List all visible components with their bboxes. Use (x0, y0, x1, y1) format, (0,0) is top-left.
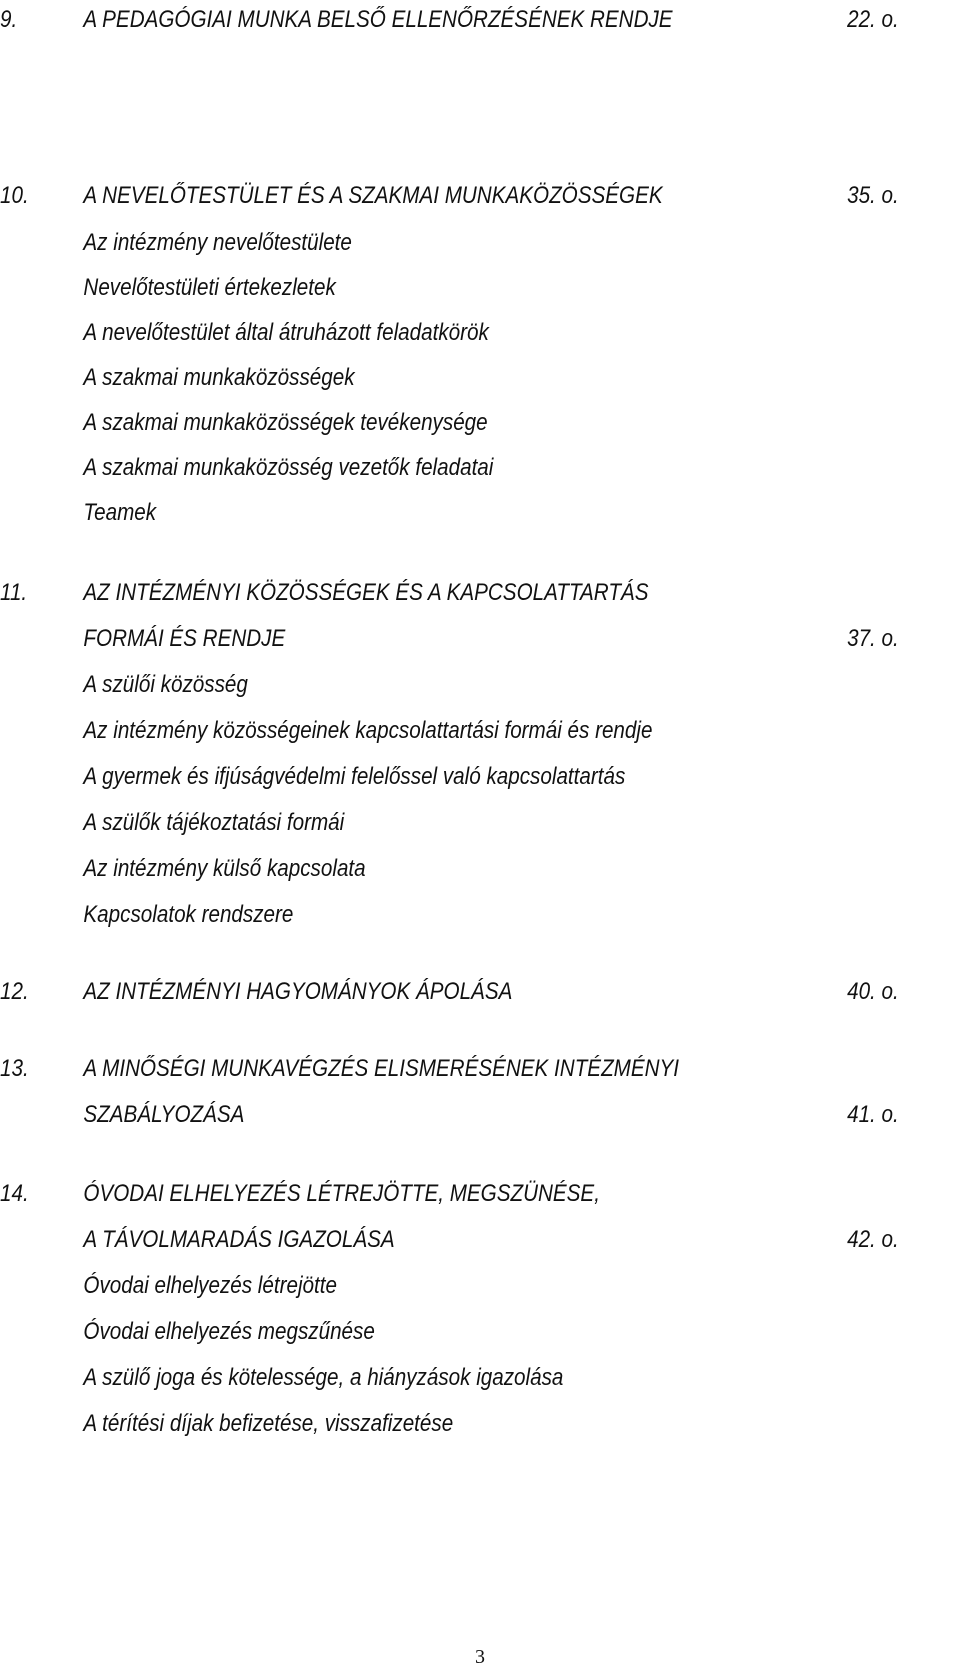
toc-subitem (0, 849, 826, 889)
toc-section-13 (0, 1049, 826, 1089)
toc-subitem (0, 268, 826, 308)
toc-subitem (0, 803, 826, 843)
section-title: A PEDAGÓGIAI MUNKA BELSŐ ELLENŐRZÉSÉNEK RENDJE (83, 6, 673, 33)
toc-subitem (0, 313, 826, 353)
toc-section-9 (0, 0, 899, 40)
toc-section-11 (0, 573, 826, 613)
section-title: AZ INTÉZMÉNYI HAGYOMÁNYOK ÁPOLÁSA (83, 978, 513, 1005)
toc-subitem (0, 1266, 826, 1306)
toc-section-11-cont (0, 619, 899, 659)
toc-subitem (0, 448, 826, 488)
toc-section-14 (0, 1174, 826, 1214)
section-title-continuation: SZABÁLYOZÁSA (83, 1101, 245, 1128)
section-page-ref: 37. o. (847, 625, 899, 652)
toc-section-10 (0, 176, 899, 216)
subitem-label: A szülő joga és kötelessége, a hiányzások igazolása (83, 1364, 564, 1391)
toc-section-13-cont (0, 1095, 899, 1135)
section-title: A NEVELŐTESTÜLET ÉS A SZAKMAI MUNKAKÖZÖSSÉGEK (83, 182, 663, 209)
toc-section-12 (0, 972, 899, 1012)
toc-subitem (0, 895, 826, 935)
section-number: 11. (0, 579, 28, 606)
subitem-label: Teamek (83, 499, 157, 526)
page-number: 3 (475, 1646, 485, 1668)
toc-subitem (0, 1358, 826, 1398)
subitem-label: A térítési díjak befizetése, visszafizetése (83, 1410, 454, 1437)
toc-subitem (0, 403, 826, 443)
section-title: ÓVODAI ELHELYEZÉS LÉTREJÖTTE, MEGSZÜNÉSE, (83, 1180, 600, 1207)
section-page-ref: 40. o. (847, 978, 899, 1005)
toc-subitem (0, 493, 826, 533)
toc-subitem (0, 665, 826, 705)
toc-subitem (0, 1404, 826, 1444)
subitem-label: Kapcsolatok rendszere (83, 901, 294, 928)
subitem-label: A szakmai munkaközösség vezetők feladatai (83, 454, 494, 481)
subitem-label: Az intézmény közösségeinek kapcsolattartási formái és rendje (83, 717, 653, 744)
section-title: A MINŐSÉGI MUNKAVÉGZÉS ELISMERÉSÉNEK INTÉZMÉNYI (83, 1055, 680, 1082)
section-number: 14. (0, 1180, 29, 1207)
subitem-label: Óvodai elhelyezés megszűnése (83, 1318, 375, 1345)
subitem-label: A szülői közösség (83, 671, 248, 698)
section-title-continuation: FORMÁI ÉS RENDJE (83, 625, 286, 652)
toc-subitem (0, 757, 826, 797)
section-number: 13. (0, 1055, 29, 1082)
subitem-label: A gyermek és ifjúságvédelmi felelőssel való kapcsolattartás (83, 763, 626, 790)
toc-subitem (0, 358, 826, 398)
toc-subitem (0, 1312, 826, 1352)
section-page-ref: 22. o. (847, 6, 899, 33)
section-number: 9. (0, 6, 18, 33)
subitem-label: A szakmai munkaközösségek (83, 364, 355, 391)
toc-subitem (0, 711, 826, 751)
section-page-ref: 35. o. (847, 182, 899, 209)
subitem-label: Az intézmény külső kapcsolata (83, 855, 366, 882)
section-page-ref: 42. o. (847, 1226, 899, 1253)
section-number: 10. (0, 182, 29, 209)
section-number: 12. (0, 978, 29, 1005)
subitem-label: Az intézmény nevelőtestülete (83, 229, 352, 256)
subitem-label: A nevelőtestület által átruházott feladatkörök (83, 319, 489, 346)
section-title: AZ INTÉZMÉNYI KÖZÖSSÉGEK ÉS A KAPCSOLATTARTÁS (83, 579, 649, 606)
subitem-label: Óvodai elhelyezés létrejötte (83, 1272, 337, 1299)
subitem-label: A szülők tájékoztatási formái (83, 809, 345, 836)
section-title-continuation: A TÁVOLMARADÁS IGAZOLÁSA (83, 1226, 395, 1253)
subitem-label: Nevelőtestületi értekezletek (83, 274, 336, 301)
toc-section-14-cont (0, 1220, 899, 1260)
toc-subitem (0, 223, 826, 263)
subitem-label: A szakmai munkaközösségek tevékenysége (83, 409, 488, 436)
section-page-ref: 41. o. (847, 1101, 899, 1128)
